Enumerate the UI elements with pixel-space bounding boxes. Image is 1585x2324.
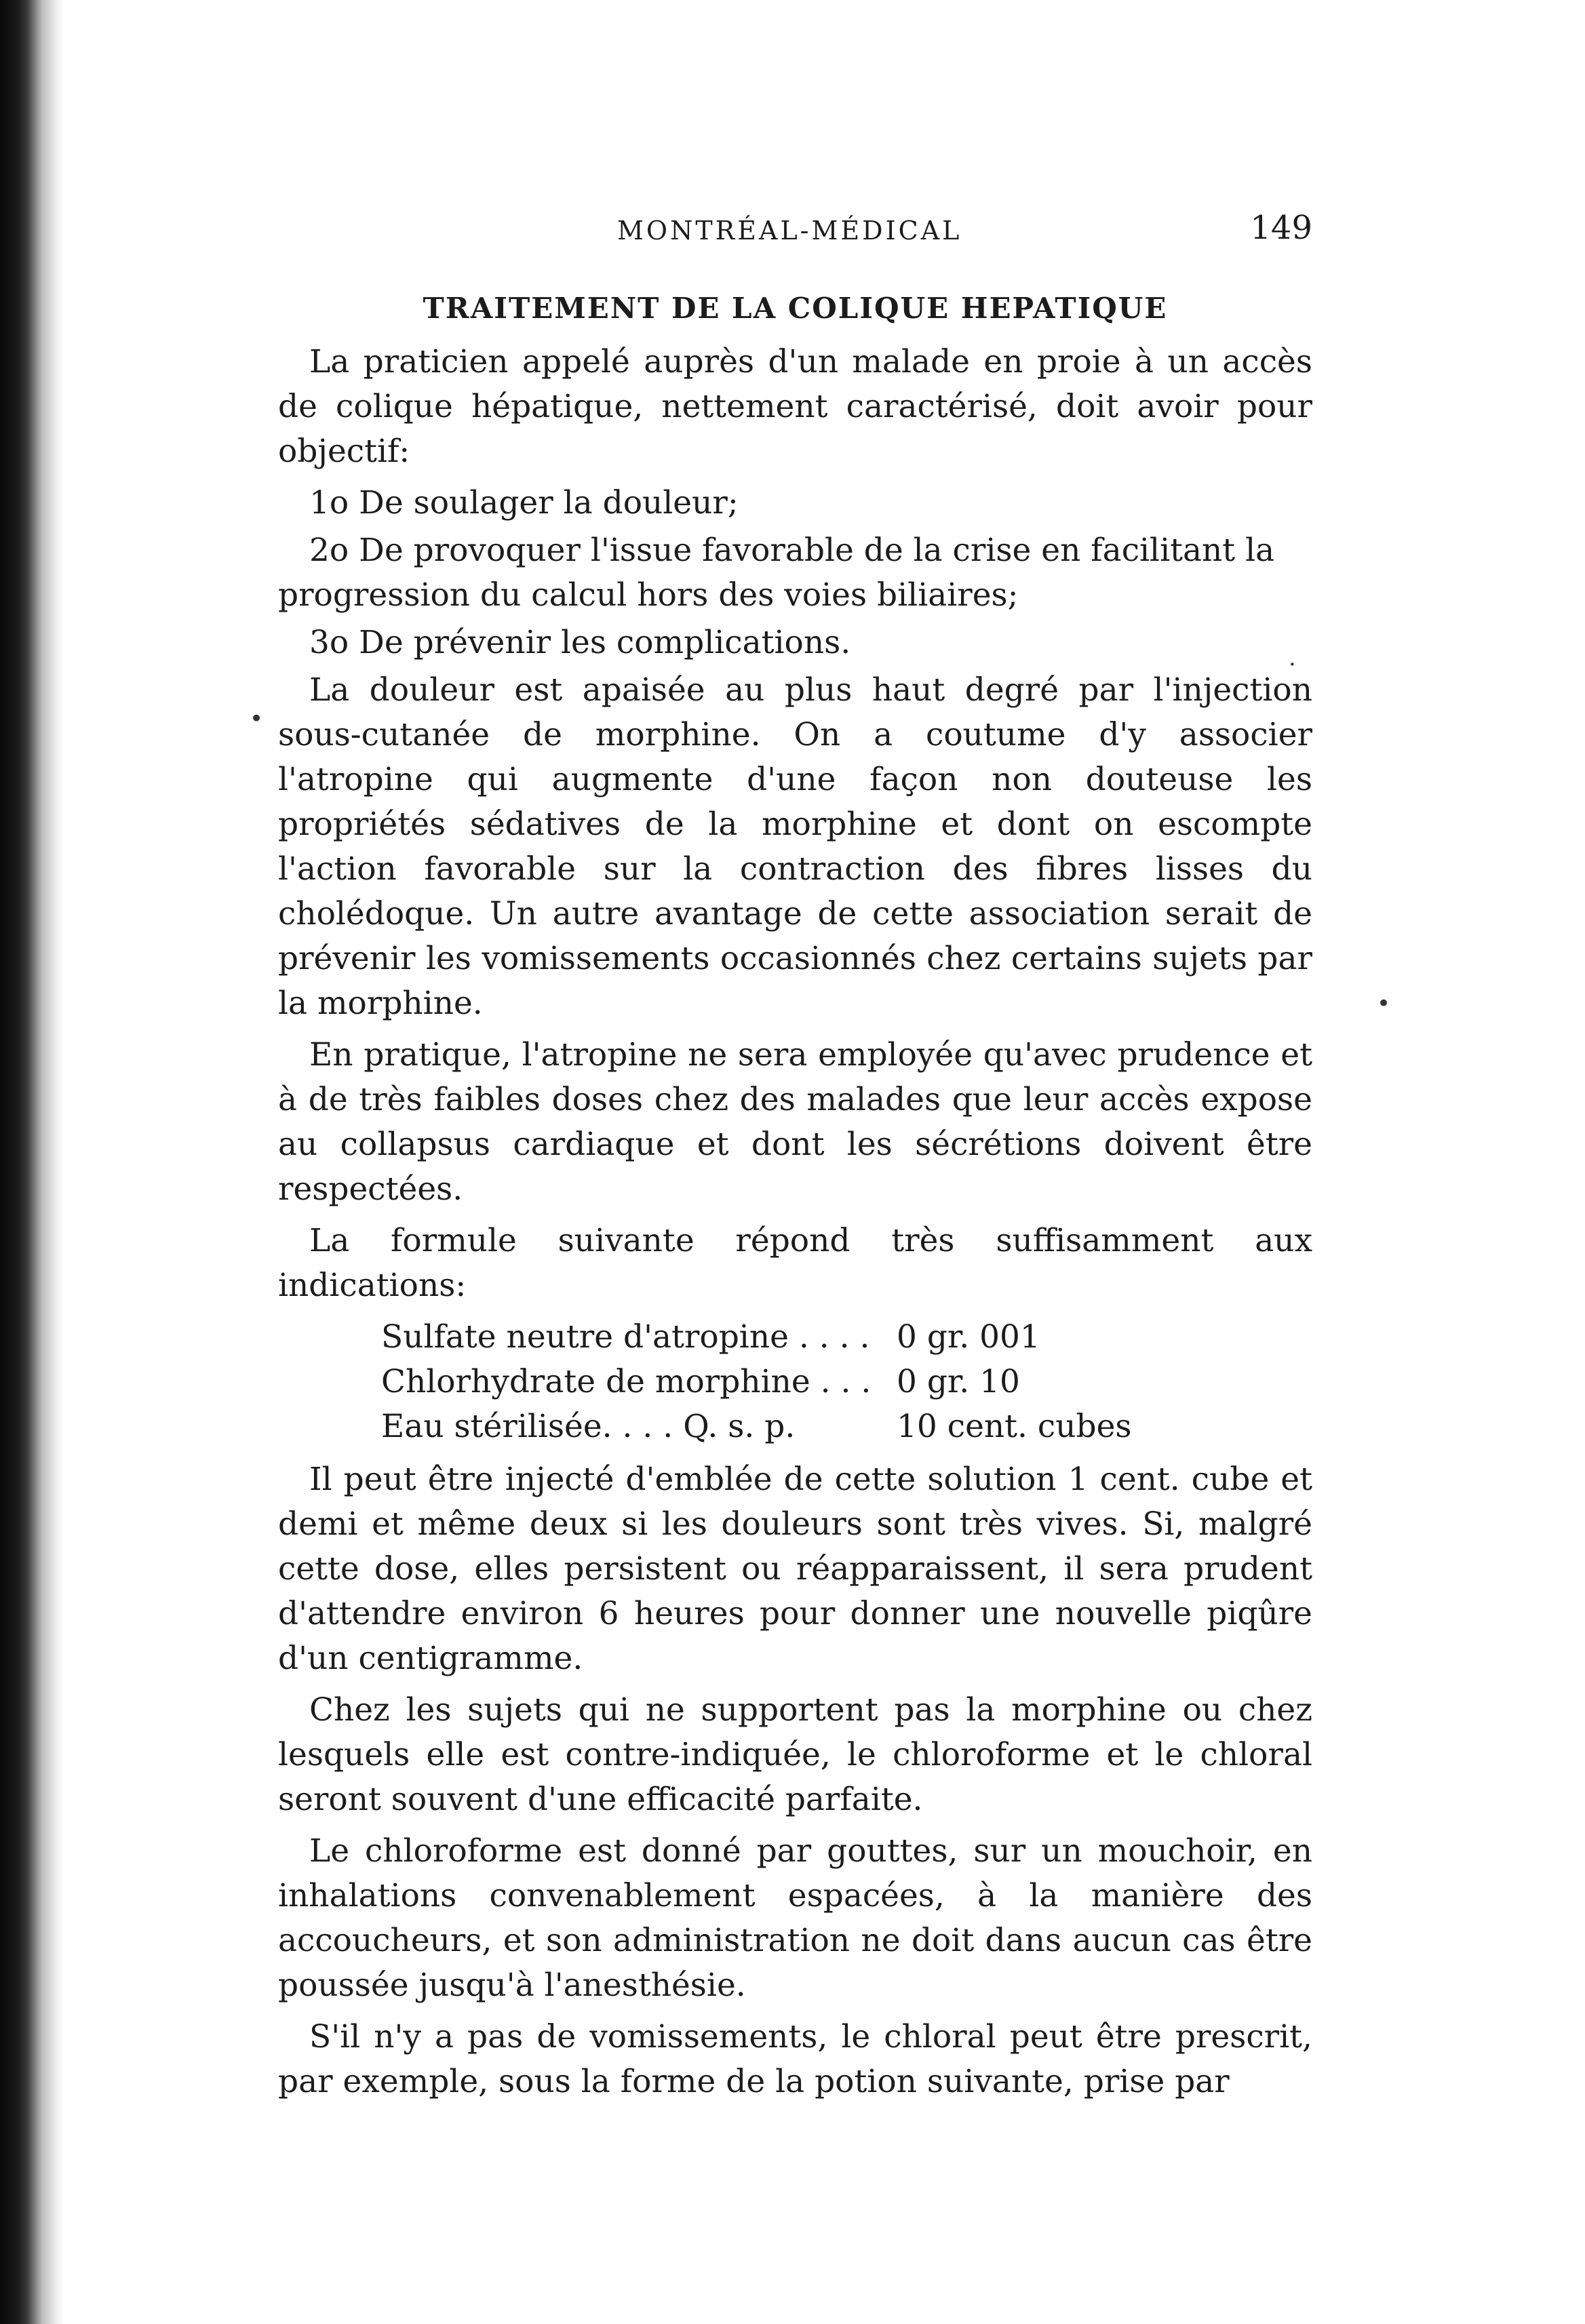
journal-title: MONTRÉAL-MÉDICAL	[617, 216, 962, 245]
objective-item: 1o De soulager la douleur;	[309, 484, 739, 521]
formula-ingredient: Chlorhydrate de morphine . . .	[381, 1363, 872, 1400]
paragraph-morphine: La douleur est apaisée au plus haut degré par l'injection sous-cutanée de morphine. On a coutume d'y associer l'atropine qui augmente d'une façon non douteuse les propriétés sédatives de la morphine et dont on escompte l'action favorable sur la contraction des fibres lisses du cholédoque. Un autre avantage de cette association serait de prévenir les vomissements occasionnés chez certains sujets par la morphine.	[278, 671, 1312, 1022]
formula-ingredient: Eau stérilisée. . . . Q. s. p.	[381, 1408, 796, 1445]
print-speck: •	[250, 705, 264, 732]
paragraph-alternatives: Chez les sujets qui ne supportent pas la morphine ou chez lesquels elle est contre-indiquée, le chloroforme et le chloral seront souvent d'une efficacité parfaite.	[278, 1691, 1312, 1818]
paragraph-formula-intro: La formule suivante répond très suffisamment aux indications:	[278, 1222, 1312, 1304]
objectives-list	[278, 481, 1312, 665]
formula-row	[381, 1315, 1312, 1360]
running-head	[278, 203, 1312, 258]
formula-row	[381, 1404, 1312, 1449]
section-title: TRAITEMENT DE LA COLIQUE HEPATIQUE	[423, 292, 1168, 325]
print-speck: ·	[1289, 651, 1296, 678]
paragraph-atropine: En pratique, l'atropine ne sera employée qu'avec prudence et à de très faibles doses chez des malades que leur accès expose au collapsus cardiaque et dont les sécrétions doivent être respectées.	[278, 1036, 1312, 1208]
objective-item: 2o De provoquer l'issue favorable de la crise en facilitant la progression du calcul hors des voies biliaires;	[278, 532, 1275, 614]
document-page	[278, 203, 1312, 2111]
paragraph-injection: Il peut être injecté d'emblée de cette solution 1 cent. cube et demi et même deux si les douleurs sont très vives. Si, malgré cette dose, elles persistent ou réapparaissent, il sera prudent d'attendre environ 6 heures pour donner une nouvelle piqûre d'un centigramme.	[278, 1461, 1312, 1677]
formula-dose: 0 gr. 10	[897, 1363, 1020, 1400]
scan-binding-edge	[0, 0, 64, 2324]
formula-row	[381, 1360, 1312, 1404]
prescription-formula	[381, 1315, 1312, 1449]
print-speck: •	[1377, 990, 1391, 1017]
page-number: 149	[1250, 209, 1312, 247]
formula-ingredient: Sulfate neutre d'atropine . . . .	[381, 1318, 870, 1356]
objective-item: 3o De prévenir les complications.	[309, 624, 851, 661]
paragraph-chloral: S'il n'y a pas de vomissements, le chloral peut être prescrit, par exemple, sous la forme de la potion suivante, prise par	[278, 2018, 1312, 2100]
intro-paragraph: La praticien appelé auprès d'un malade en proie à un accès de colique hépatique, nettement caractérisé, doit avoir pour objectif:	[278, 343, 1312, 470]
formula-dose: 10 cent. cubes	[897, 1408, 1132, 1445]
formula-dose: 0 gr. 001	[897, 1318, 1040, 1356]
paragraph-chloroform: Le chloroforme est donné par gouttes, sur un mouchoir, en inhalations convenablement espacées, à la manière des accoucheurs, et son administration ne doit dans aucun cas être poussée jusqu'à l'anesthésie.	[278, 1832, 1312, 2004]
